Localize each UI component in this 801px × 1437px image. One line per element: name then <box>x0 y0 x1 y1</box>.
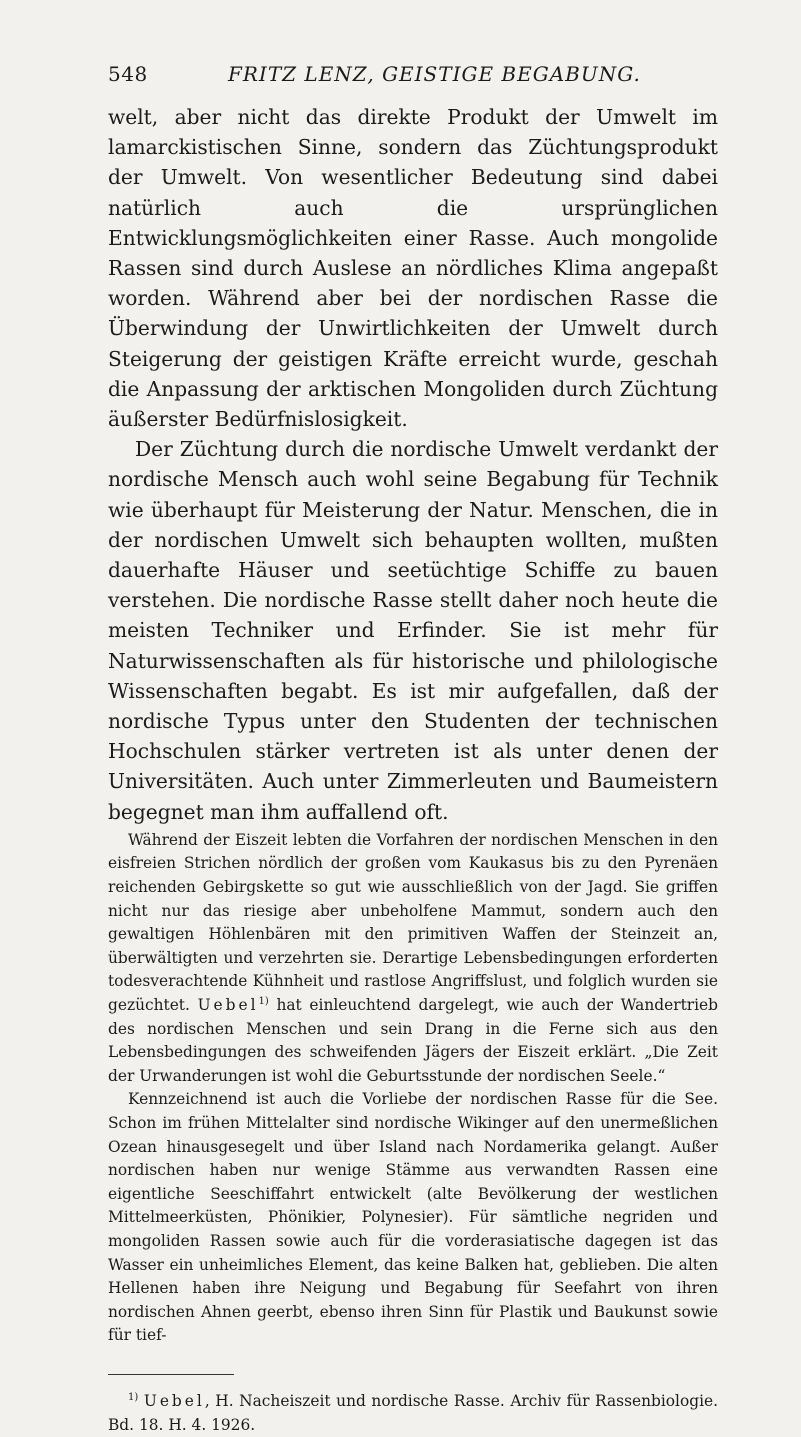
paragraph-4: Kennzeichnend ist auch die Vorliebe der nordischen Rasse für die See. Schon im frühen Mittelalter sind nordische Wikinger auf den unermeßlichen Ozean hinausgesegelt und über Island nach Nordamerika gelangt. Außer nordischen haben nur wenige Stämme aus verwandten Rassen eine eigentliche Seeschiffahrt entwickelt (alte Bevölkerung der westlichen Mittelmeerküsten, Phönikier, Polynesier). Für sämtliche negriden und mongoliden Rassen sowie auch für die vorderasiatische dagegen ist das Wasser ein unheimliches Element, das keine Balken hat, geblieben. Die alten Hellenen haben ihre Neigung und Begabung für Seefahrt von ihren nordischen Ahnen geerbt, ebenso ihren Sinn für Plastik und Baukunst sowie für tief- <box>108 1090 718 1345</box>
footnote-text <box>108 1389 718 1437</box>
running-title: FRITZ LENZ, GEISTIGE BEGABUNG. <box>228 62 641 86</box>
paragraph-3-part-b: hat einleuchtend dargelegt, wie auch der Wandertrieb des nordischen Menschen und sein Drang in die Ferne sich aus den Lebensbedingungen des schweifenden Jägers der Eiszeit erklärt. „Die Zeit der Urwanderungen ist wohl die Geburtsstunde der nordischen Seele.“ <box>108 996 718 1085</box>
paragraph-3 <box>108 829 718 1089</box>
footnote-divider <box>108 1374 234 1375</box>
page-header <box>108 62 718 86</box>
footnote <box>108 1389 718 1437</box>
footnote-marker: 1) <box>128 1391 139 1403</box>
footnote-citation: , H. Nacheiszeit und nordische Rasse. Archiv für Rassenbiologie. Bd. 18. H. 4. 1926. <box>108 1391 718 1434</box>
paragraph-3-part-a: Während der Eiszeit lebten die Vorfahren der nordischen Menschen in den eisfreien Strichen nördlich der großen vom Kaukasus bis zu den Pyrenäen reichenden Gebirgskette so gut wie ausschließlich von der Jagd. Sie griffen nicht nur das riesige aber unbeholfene Mammut, sondern auch den gewaltigen Höhlenbären mit den primitiven Waffen der Steinzeit an, überwältigten und verzehrten sie. Derartige Lebensbedingungen erforderten todesverachtende Kühnheit und rastlose Angriffslust, und folglich wurden sie gezüchtet. <box>108 830 718 1015</box>
footnote-author: Uebel <box>143 1391 205 1410</box>
page-number: 548 <box>108 62 148 86</box>
paragraph-1: welt, aber nicht das direkte Produkt der Umwelt im lamarckistischen Sinne, sondern das Züchtungsprodukt der Umwelt. Von wesentlicher Bedeutung sind dabei natürlich auch die ursprünglichen Entwicklungsmöglichkeiten einer Rasse. Auch mongolide Rassen sind durch Auslese an nördliches Klima angepaßt worden. Während aber bei der nordischen Rasse die Überwindung der Unwirtlichkeiten der Umwelt durch Steigerung der geistigen Kräfte erreicht wurde, geschah die Anpassung der arktischen Mongoliden durch Züchtung äußerster Bedürfnislosigkeit. <box>108 105 718 432</box>
footnote-reference[interactable]: 1) <box>258 995 269 1007</box>
author-name-uebel: Uebel <box>197 996 259 1015</box>
small-print-text <box>108 829 718 1348</box>
book-page <box>108 62 718 1437</box>
paragraph-2: Der Züchtung durch die nordische Umwelt verdankt der nordische Mensch auch wohl seine Begabung für Technik wie überhaupt für Meisterung der Natur. Menschen, die in der nordischen Umwelt sich behaupten wollten, mußten dauerhafte Häuser und seetüchtige Schiffe zu bauen verstehen. Die nordische Rasse stellt daher noch heute die meisten Techniker und Erfinder. Sie ist mehr für Naturwissenschaften als für historische und philologische Wissenschaften begabt. Es ist mir aufgefallen, daß der nordische Typus unter den Studenten der technischen Hochschulen stärker vertreten ist als unter denen der Universitäten. Auch unter Zimmerleuten und Baumeistern begegnet man ihm auffallend oft. <box>108 437 718 824</box>
main-text <box>108 102 718 827</box>
